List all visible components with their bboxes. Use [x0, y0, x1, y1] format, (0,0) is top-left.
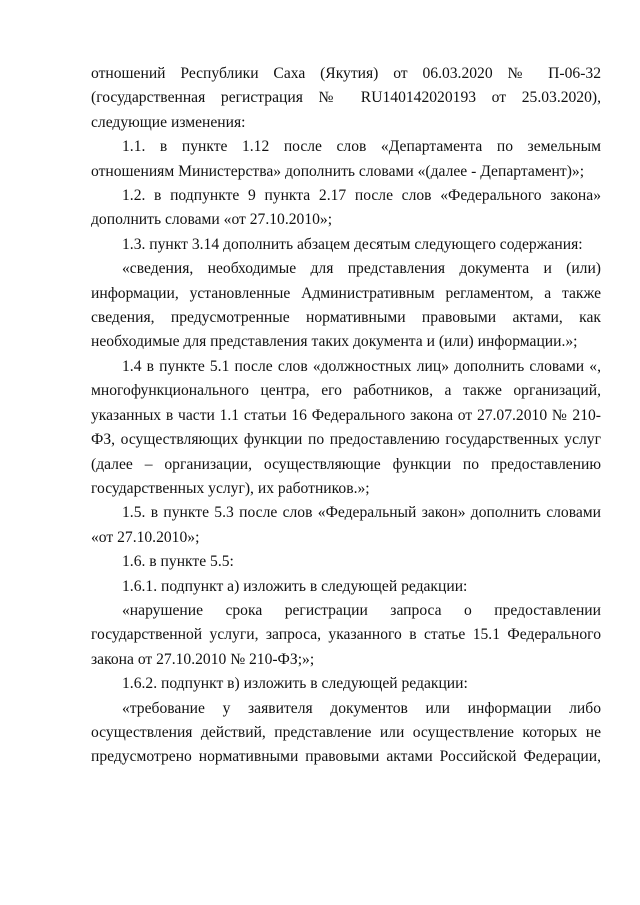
paragraph-item-1-6-1: 1.6.1. подпункт а) изложить в следующей редакции: — [122, 577, 468, 595]
paragraph-item-1-4: 1.4 в пункте 5.1 после слов «должностных лиц» дополнить словами «, многофункционального центра, его работников, а также организаций, указанных в части 1.1 статьи 16 Федерального закона от 27.07.2010 № 210-ФЗ, осуществляющих функции по предоставлению государственных услуг (далее – организации, осуществляющие функции по предоставлению государственных услуг), их работников.»; — [91, 357, 601, 497]
paragraph-quote-svedeniya: «сведения, необходимые для представления документа и (или) информации, установленные Административным регламентом, а также сведения, предусмотренные нормативными правовыми актами, как необходимые для представления таких документа и (или) информации.»; — [91, 260, 601, 351]
paragraph-quote-trebovanie: «требование у заявителя документов или информации либо осуществления действий, представление или осуществление которых не предусмотрено нормативными правовыми актами Российской Федерации, — [91, 699, 601, 766]
paragraph-item-1-1: 1.1. в пункте 1.12 после слов «Департамента по земельным отношениям Министерства» дополнить словами «(далее - Департамент)»; — [91, 138, 601, 180]
paragraph-item-1-6-2: 1.6.2. подпункт в) изложить в следующей редакции: — [122, 675, 468, 693]
paragraph-item-1-5: 1.5. в пункте 5.3 после слов «Федеральный закон» дополнить словами «от 27.10.2010»; — [91, 504, 601, 546]
paragraph-item-1-2: 1.2. в подпункте 9 пункта 2.17 после слов «Федерального закона» дополнить словами «от 27.10.2010»; — [91, 187, 601, 229]
paragraph-item-1-6: 1.6. в пункте 5.5: — [122, 553, 234, 571]
paragraph-intro-continuation: отношений Республики Саха (Якутия) от 06.03.2020 № П-06-32 (государственная регистрация № RU140142020193 от 25.03.2020), следующие изменения: — [91, 65, 601, 131]
document-body — [91, 62, 601, 770]
paragraph-item-1-3: 1.3. пункт 3.14 дополнить абзацем десятым следующего содержания: — [122, 235, 583, 253]
paragraph-quote-narushenie: «нарушение срока регистрации запроса о предоставлении государственной услуги, запроса, указанного в статье 15.1 Федерального закона от 27.10.2010 № 210-ФЗ;»; — [91, 601, 601, 668]
